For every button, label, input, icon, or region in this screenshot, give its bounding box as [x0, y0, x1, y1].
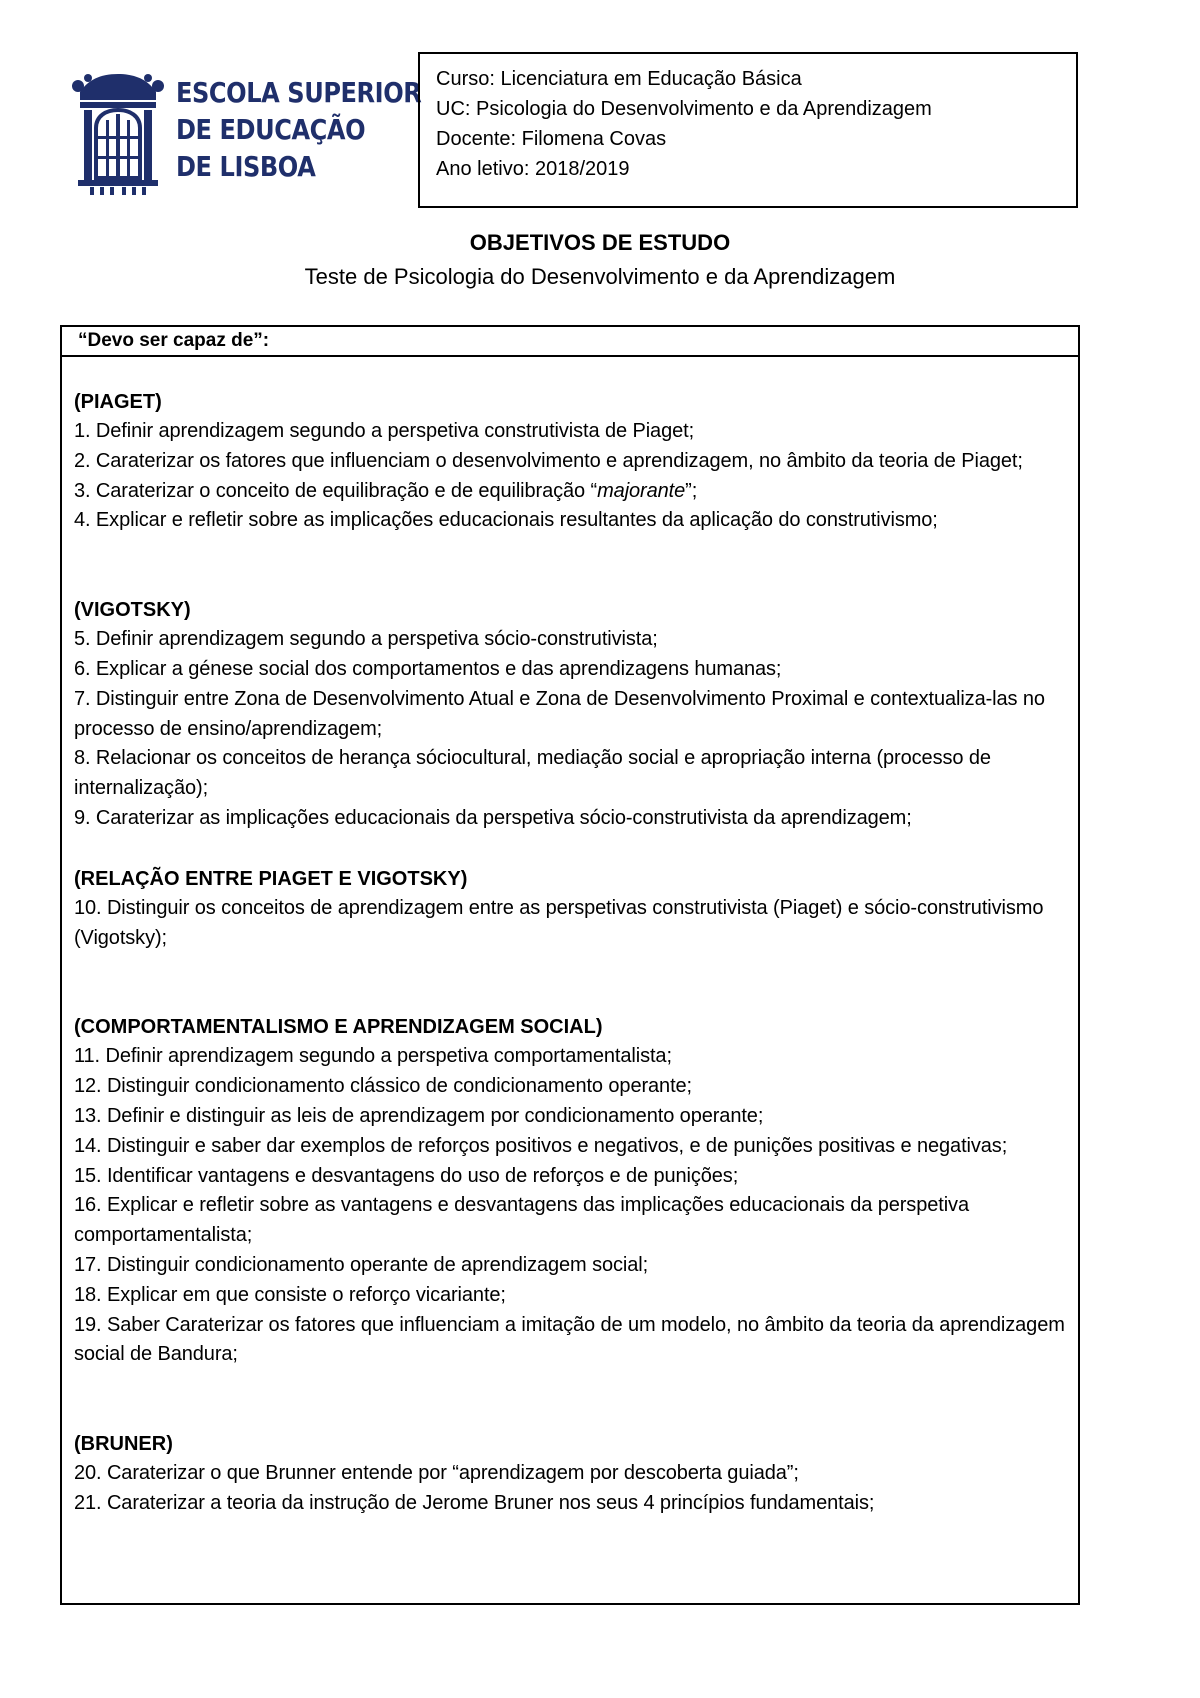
objective-item: 14. Distinguir e saber dar exemplos de reforços positivos e negativos, e de punições positivas e negativas; — [74, 1134, 1008, 1157]
school-logo — [70, 70, 422, 200]
section-heading: (VIGOTSKY) — [74, 599, 191, 622]
section-heading: (BRUNER) — [74, 1433, 173, 1456]
course-line: Curso: Licenciatura em Educação Básica — [436, 68, 802, 90]
objective-item: 17. Distinguir condicionamento operante de aprendizagem social; — [74, 1253, 649, 1276]
objective-item: 18. Explicar em que consiste o reforço vicariante; — [74, 1283, 506, 1306]
section-vigotsky — [74, 595, 1066, 834]
objective-item: 2. Caraterizar os fatores que influenciam o desenvolvimento e aprendizagem, no âmbito da teoria de Piaget; — [74, 449, 1023, 472]
objective-item: 6. Explicar a génese social dos comportamentos e das aprendizagens humanas; — [74, 657, 782, 680]
school-name — [176, 74, 421, 185]
section-heading: (RELAÇÃO ENTRE PIAGET E VIGOTSKY) — [74, 867, 468, 890]
table-body — [62, 387, 1078, 1519]
school-name-line2: DE EDUCAÇÃO — [176, 113, 366, 146]
objective-item: 21. Caraterizar a teoria da instrução de Jerome Bruner nos seus 4 princípios fundamentais; — [74, 1491, 875, 1514]
section-piaget-vigotsky — [74, 864, 1066, 954]
uc-line: UC: Psicologia do Desenvolvimento e da Aprendizagem — [436, 98, 932, 120]
objective-item: 19. Saber Caraterizar os fatores que influenciam a imitação de um modelo, no âmbito da teoria da aprendizagem social de Bandura; — [74, 1313, 1065, 1366]
building-window-emblem-icon — [70, 70, 166, 196]
objective-item: 3. Caraterizar o conceito de equilibração e de equilibração “majorante”; — [74, 479, 698, 502]
objective-item: 7. Distinguir entre Zona de Desenvolvimento Atual e Zona de Desenvolvimento Proximal e contextualiza-las no processo de ensino/aprendizagem; — [74, 687, 1045, 740]
school-name-line3: DE LISBOA — [176, 150, 316, 183]
section-heading: (PIAGET) — [74, 391, 162, 413]
section-bruner — [74, 1429, 1066, 1519]
table-header: “Devo ser capaz de”: — [62, 327, 1078, 357]
objective-item: 4. Explicar e refletir sobre as implicações educacionais resultantes da aplicação do construtivismo; — [74, 509, 938, 532]
school-year-line: Ano letivo: 2018/2019 — [436, 158, 630, 180]
objective-item: 1. Definir aprendizagem segundo a perspetiva construtivista de Piaget; — [74, 420, 695, 442]
objective-item: 15. Identificar vantagens e desvantagens do uso de reforços e de punições; — [74, 1164, 739, 1187]
course-info-box — [418, 52, 1078, 208]
objective-item: 16. Explicar e refletir sobre as vantagens e desvantagens das implicações educacionais da perspetiva comportamentalista; — [74, 1194, 969, 1247]
objective-item: 8. Relacionar os conceitos de herança sóciocultural, mediação social e apropriação interna (processo de internalização); — [74, 747, 991, 800]
objective-item: 5. Definir aprendizagem segundo a perspetiva sócio-construtivista; — [74, 628, 658, 651]
objective-item: 20. Caraterizar o que Brunner entende por “aprendizagem por descoberta guiada”; — [74, 1462, 799, 1485]
objective-item: 13. Definir e distinguir as leis de aprendizagem por condicionamento operante; — [74, 1104, 764, 1127]
teacher-line: Docente: Filomena Covas — [436, 128, 667, 150]
objective-item: 12. Distinguir condicionamento clássico de condicionamento operante; — [74, 1075, 693, 1098]
document-title: OBJETIVOS DE ESTUDO — [469, 230, 731, 255]
objective-item: 10. Distinguir os conceitos de aprendizagem entre as perspetivas construtivista (Piaget) e sócio-construtivismo (Vigotsky); — [74, 896, 1044, 949]
document-subtitle: Teste de Psicologia do Desenvolvimento e da Aprendizagem — [304, 264, 896, 289]
section-heading: (COMPORTAMENTALISMO E APRENDIZAGEM SOCIAL) — [74, 1016, 603, 1039]
objectives-table — [60, 325, 1080, 1605]
school-name-line1: ESCOLA SUPERIOR — [176, 76, 422, 109]
section-behaviorism — [74, 1012, 1066, 1370]
section-piaget — [74, 387, 1066, 536]
objective-item: 11. Definir aprendizagem segundo a perspetiva comportamentalista; — [74, 1045, 672, 1068]
objective-item: 9. Caraterizar as implicações educacionais da perspetiva sócio-construtivista da aprendizagem; — [74, 806, 912, 829]
